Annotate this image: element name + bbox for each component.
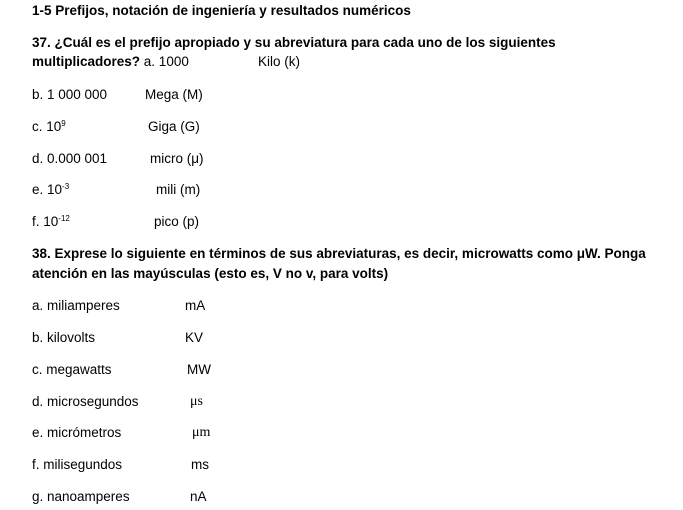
q38-item-b-answer: KV (185, 330, 204, 345)
q37-item-f-exponent: -12 (58, 214, 70, 223)
q37-item-c-answer: Giga (G) (148, 119, 200, 134)
q37-item-f-answer: pico (p) (154, 214, 200, 229)
q38-item-d-answer: μs (190, 394, 203, 409)
q37-item-b-answer: Mega (M) (145, 87, 203, 102)
section-title: 1-5 Prefijos, notación de ingeniería y resultados numéricos (32, 3, 411, 18)
q37-item-e-answer: mili (m) (156, 182, 201, 197)
q38-question-line2: atención en las mayúsculas (esto es, V no v, para volts) (32, 266, 389, 281)
q37-item-e-base: 10 (47, 182, 63, 197)
q37-question-line2-text: multiplicadores? (32, 54, 141, 69)
q37-item-a-label: a. 1000 (143, 54, 189, 69)
q37-item-f-label (32, 213, 70, 231)
q37-item-c-prefix: c. (32, 119, 47, 134)
q37-item-e-prefix: e. (32, 182, 48, 197)
q38-item-a-answer: mA (185, 298, 206, 313)
q37-item-a-answer: Kilo (k) (258, 54, 301, 69)
q38-item-g-label: g. nanoamperes (32, 489, 130, 504)
q37-item-e-label (32, 181, 69, 199)
q37-question-line2 (32, 53, 189, 71)
q38-item-c-answer: MW (187, 362, 211, 377)
q38-question-line1: 38. Exprese lo siguiente en términos de sus abreviaturas, es decir, microwatts como μW. Ponga (32, 246, 646, 261)
q38-item-c-label: c. megawatts (32, 362, 112, 377)
q38-item-f-label: f. milisegundos (32, 457, 123, 472)
q38-item-g-answer: nA (190, 489, 207, 504)
q37-item-c-exponent: 9 (61, 119, 66, 128)
q38-item-d-label: d. microsegundos (32, 394, 139, 409)
q38-item-a-label: a. miliamperes (32, 298, 120, 313)
q37-item-b-label: b. 1 000 000 (32, 87, 108, 102)
q38-item-e-label: e. micrómetros (32, 425, 122, 440)
q37-item-d-answer: micro (μ) (150, 151, 204, 166)
q37-item-c-base: 10 (46, 119, 62, 134)
q37-item-f-prefix: f. (32, 214, 44, 229)
q37-question-line1: 37. ¿Cuál es el prefijo apropiado y su abreviatura para cada uno de los siguientes (32, 35, 556, 50)
q38-item-e-answer: μm (192, 425, 211, 440)
q38-item-f-answer: ms (191, 457, 209, 472)
q37-item-e-exponent: -3 (62, 182, 70, 191)
q37-item-d-label: d. 0.000 001 (32, 151, 108, 166)
q37-item-f-base: 10 (43, 214, 59, 229)
q38-item-b-label: b. kilovolts (32, 330, 96, 345)
q37-item-c-label (32, 118, 66, 136)
